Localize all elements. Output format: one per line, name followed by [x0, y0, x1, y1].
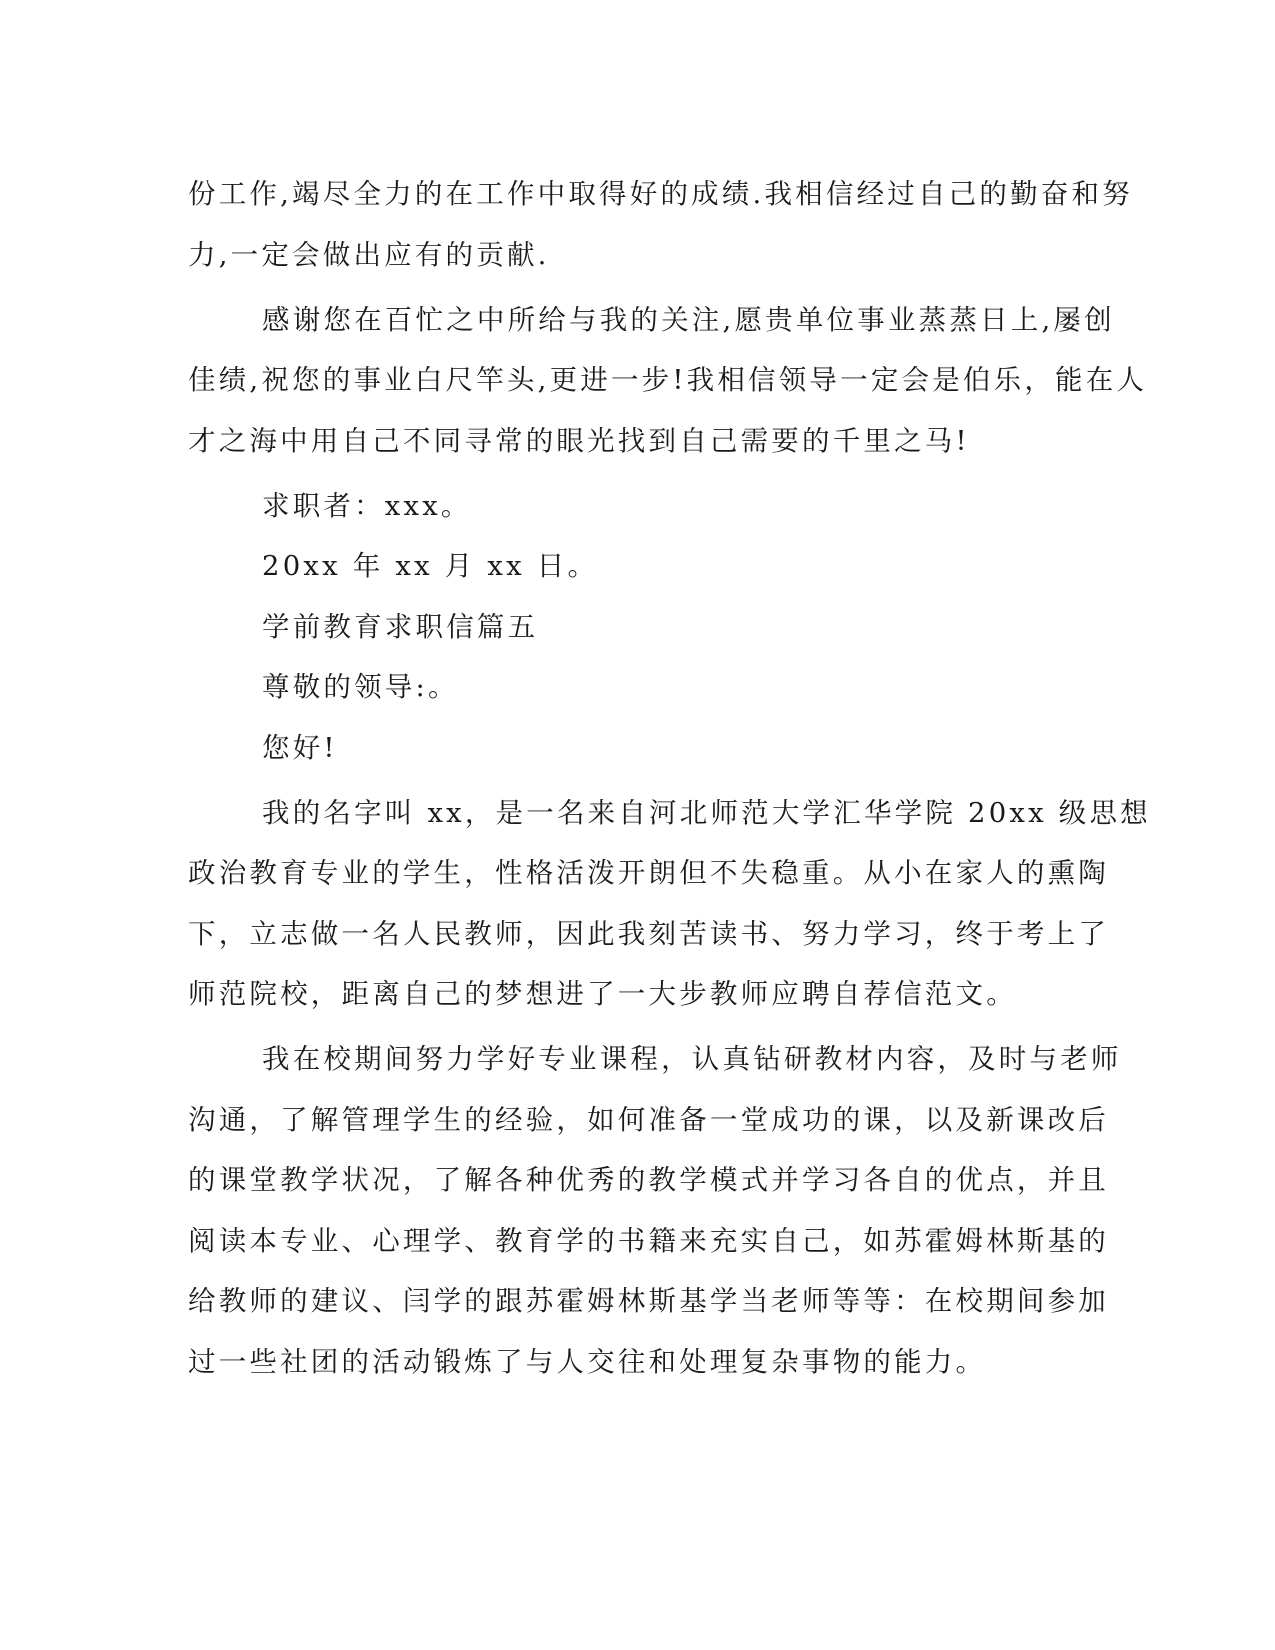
paragraph-introduction: [188, 783, 1151, 1025]
text-line: 沟通，了解管理学生的经验，如何准备一堂成功的课，以及新课改后: [188, 1103, 1109, 1136]
text-line: 力,一定会做出应有的贡献.: [188, 238, 550, 271]
text-line: 感谢您在百忙之中所给与我的关注,愿贵单位事业蒸蒸日上,屡创: [262, 303, 1115, 336]
text-line: 我的名字叫 xx，是一名来自河北师范大学汇华学院 20xx 级思想: [262, 796, 1151, 829]
text-line: 过一些社团的活动锻炼了与人交往和处理复杂事物的能力。: [188, 1345, 987, 1378]
text-line: 份工作,竭尽全力的在工作中取得好的成绩.我相信经过自己的勤奋和努: [188, 178, 1133, 210]
letter-date: [188, 536, 1088, 597]
text-line: 您好!: [262, 731, 338, 764]
text-line: 学前教育求职信篇五: [262, 610, 539, 643]
text-line: 阅读本专业、心理学、教育学的书籍来充实自己，如苏霍姆林斯基的: [188, 1224, 1109, 1257]
applicant-signature: [188, 476, 1088, 537]
text-line: 尊敬的领导:。: [262, 671, 459, 703]
text-line: 佳绩,祝您的事业白尺竿头,更进一步!我相信领导一定会是伯乐，能在人: [188, 364, 1148, 396]
text-line: 政治教育专业的学生，性格活泼开朗但不失稳重。从小在家人的熏陶: [188, 857, 1109, 889]
greeting: [188, 718, 1088, 779]
paragraph-thanks: [188, 290, 1148, 472]
text-line: 才之海中用自己不同寻常的眼光找到自己需要的千里之马!: [188, 424, 970, 457]
paragraph-school-period: [188, 1029, 1122, 1392]
paragraph-work-effort: [188, 164, 1133, 285]
text-line: 师范院校，距离自己的梦想进了一大步教师应聘自荐信范文。: [188, 978, 1017, 1010]
text-line: 给教师的建议、闫学的跟苏霍姆林斯基学当老师等等：在校期间参加: [188, 1285, 1109, 1317]
section-title: [188, 597, 1088, 658]
text-line: 求职者：xxx。: [262, 489, 472, 522]
text-line: 20xx 年 xx 月 xx 日。: [262, 550, 599, 582]
salutation: [188, 657, 1088, 718]
text-line: 的课堂教学状况，了解各种优秀的教学模式并学习各自的优点，并且: [188, 1164, 1109, 1196]
text-line: 我在校期间努力学好专业课程，认真钻研教材内容，及时与老师: [262, 1043, 1122, 1075]
text-line: 下，立志做一名人民教师，因此我刻苦读书、努力学习，终于考上了: [188, 917, 1109, 950]
document-body: [188, 164, 1151, 1392]
